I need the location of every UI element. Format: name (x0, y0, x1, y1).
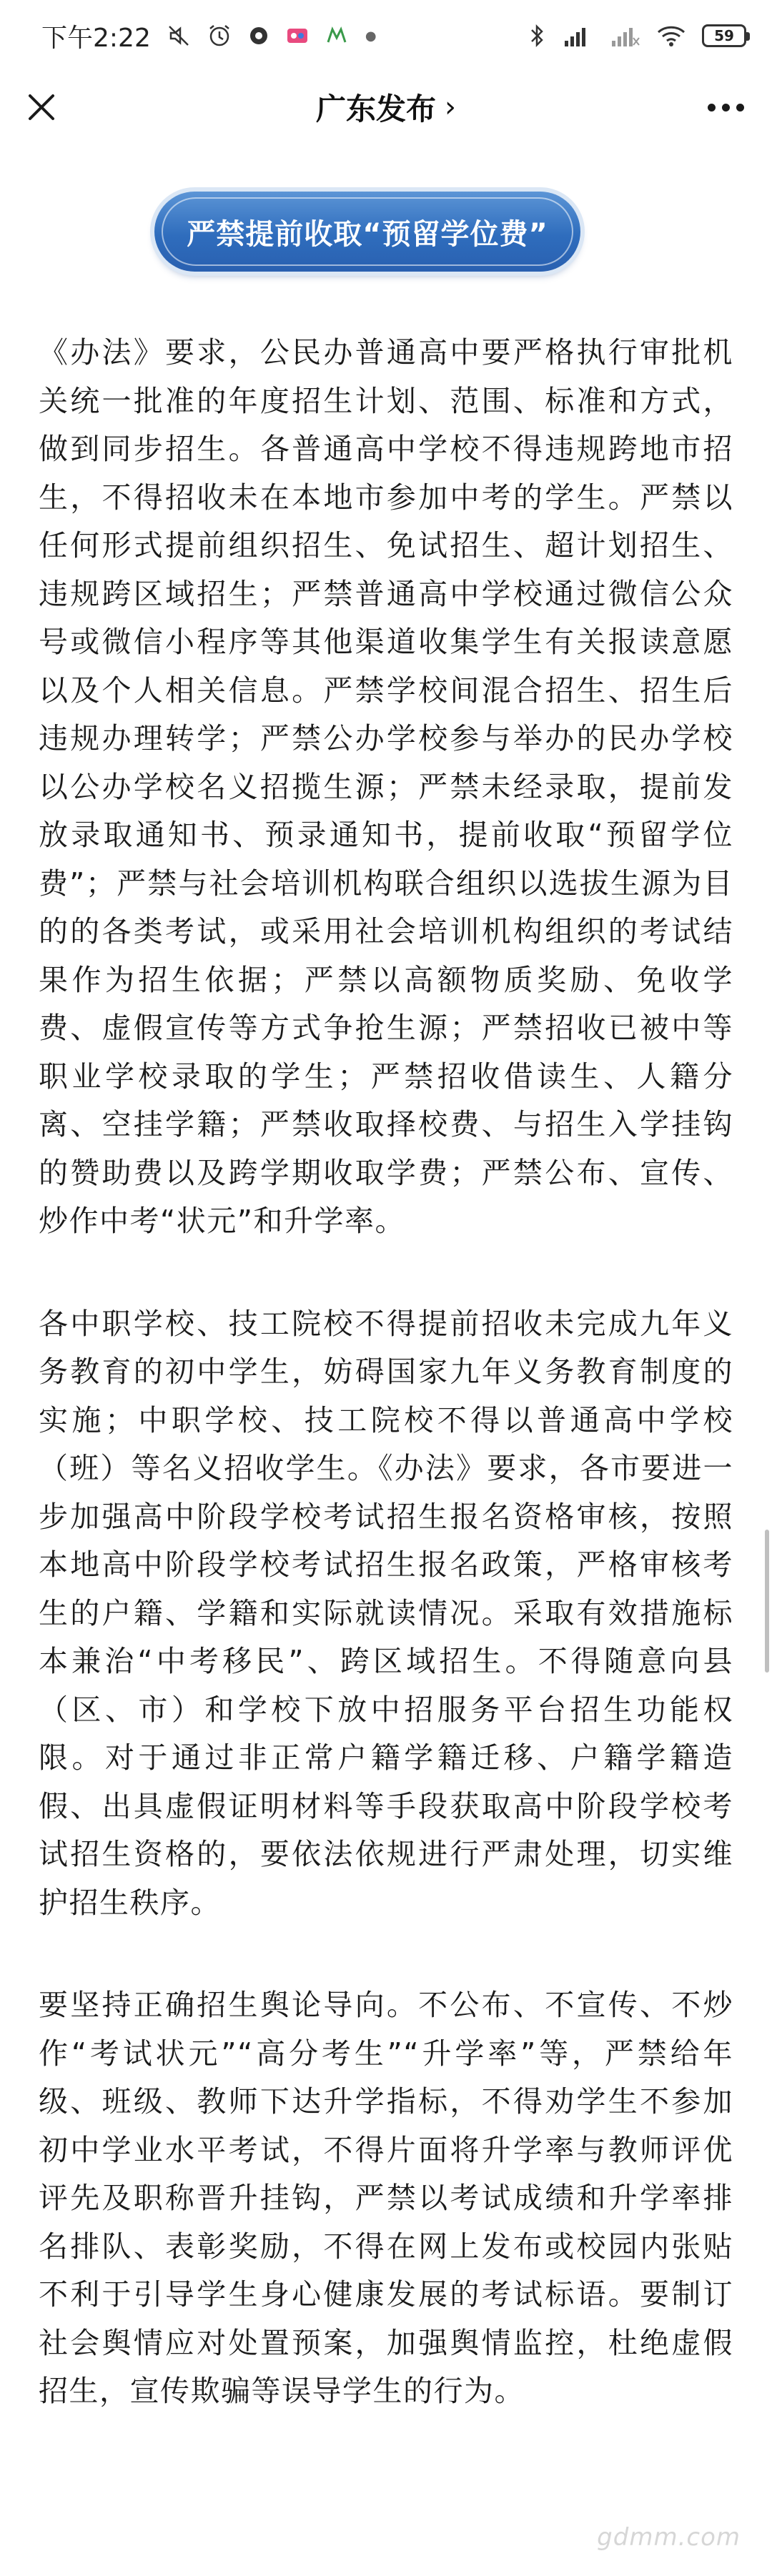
close-button[interactable] (21, 87, 61, 127)
article-paragraph-3: 要坚持正确招生舆论导向。不公布、不宣传、不炒作“考试状元”“高分考生”“升学率”等，严禁给年级、班级、教师下达升学指标，不得劝学生不参加初中学业水平考试，不得片面将升学率与教师评优评先及职称晋升挂钩，严禁以考试成绩和升学率排名排队、表彰奖励，不得在网上发布或校园内张贴不利于引导学生身心健康发展的考试标语。要制订社会舆情应对处置预案，加强舆情监控，杜绝虚假招生，宣传欺骗等误导学生的行为。 (39, 1988, 733, 2408)
app-notification-icon-2 (285, 21, 310, 50)
mute-icon (167, 21, 191, 50)
page-title: 广东发布 (315, 91, 436, 127)
nav-bar (0, 71, 772, 143)
status-bar (0, 0, 772, 71)
article-body (39, 329, 733, 2470)
more-icon-dot (736, 104, 744, 112)
scrollbar[interactable] (765, 1530, 769, 1673)
article-paragraph-1: 《办法》要求，公民办普通高中要严格执行审批机关统一批准的年度招生计划、范围、标准和方式，做到同步招生。各普通高中学校不得违规跨地市招生，不得招收未在本地市参加中考的学生。严禁以任何形式提前组织招生、免试招生、超计划招生、违规跨区域招生；严禁普通高中学校通过微信公众号或微信小程序等其他渠道收集学生有关报读意愿以及个人相关信息。严禁学校间混合招生、招生后违规办理转学；严禁公办学校参与举办的民办学校以公办学校名义招揽生源；严禁未经录取，提前发放录取通知书、预录通知书，提前收取“预留学位费”；严禁与社会培训机构联合组织以选拔生源为目的的各类考试，或采用社会培训机构组织的考试结果作为招生依据；严禁以高额物质奖励、免收学费、虚假宣传等方式争抢生源；严禁招收已被中等职业学校录取的学生；严禁招收借读生、人籍分离、空挂学籍；严禁收取择校费、与招生入学挂钩的赞助费以及跨学期收取学费；严禁公布、宣传、炒作中考“状元”和升学率。 (39, 335, 733, 1238)
wifi-icon (656, 21, 686, 50)
close-icon (21, 87, 61, 127)
signal-icon (562, 21, 593, 50)
section-heading-banner (154, 192, 580, 272)
alarm-icon (207, 21, 232, 50)
account-title-link[interactable] (316, 86, 456, 129)
battery-indicator (702, 24, 746, 47)
more-icon-dot (722, 104, 730, 112)
app-notification-icon (248, 21, 269, 50)
section-heading-text: 严禁提前收取“预留学位费” (187, 217, 548, 251)
more-notifications-dot-icon: ● (365, 28, 377, 44)
signal-icon-2 (609, 21, 640, 50)
chevron-right-icon: › (445, 91, 456, 124)
status-time: 下午2:22 (41, 23, 151, 53)
status-left (41, 18, 377, 54)
article-paragraph-2: 各中职学校、技工院校不得提前招收未完成九年义务教育的初中学生，妨碍国家九年义务教育制度的实施；中职学校、技工院校不得以普通高中学校（班）等名义招收学生。《办法》要求，各市要进一步加强高中阶段学校考试招生报名资格审核，按照本地高中阶段学校考试招生报名政策，严格审核考生的户籍、学籍和实际就读情况。采取有效措施标本兼治“中考移民”、跨区域招生。不得随意向县（区、市）和学校下放中招服务平台招生功能权限。对于通过非正常户籍学籍迁移、户籍学籍造假、出具虚假证明材料等手段获取高中阶段学校考试招生资格的，要依法依规进行严肃处理，切实维护招生秩序。 (39, 1306, 733, 1920)
more-button[interactable] (701, 87, 751, 127)
more-icon-dot (708, 104, 716, 112)
app-notification-icon-3 (325, 21, 350, 50)
bluetooth-icon (529, 21, 546, 50)
status-right (529, 21, 746, 50)
site-watermark: gdmm.com (597, 2523, 741, 2552)
battery-level: 59 (714, 27, 734, 44)
